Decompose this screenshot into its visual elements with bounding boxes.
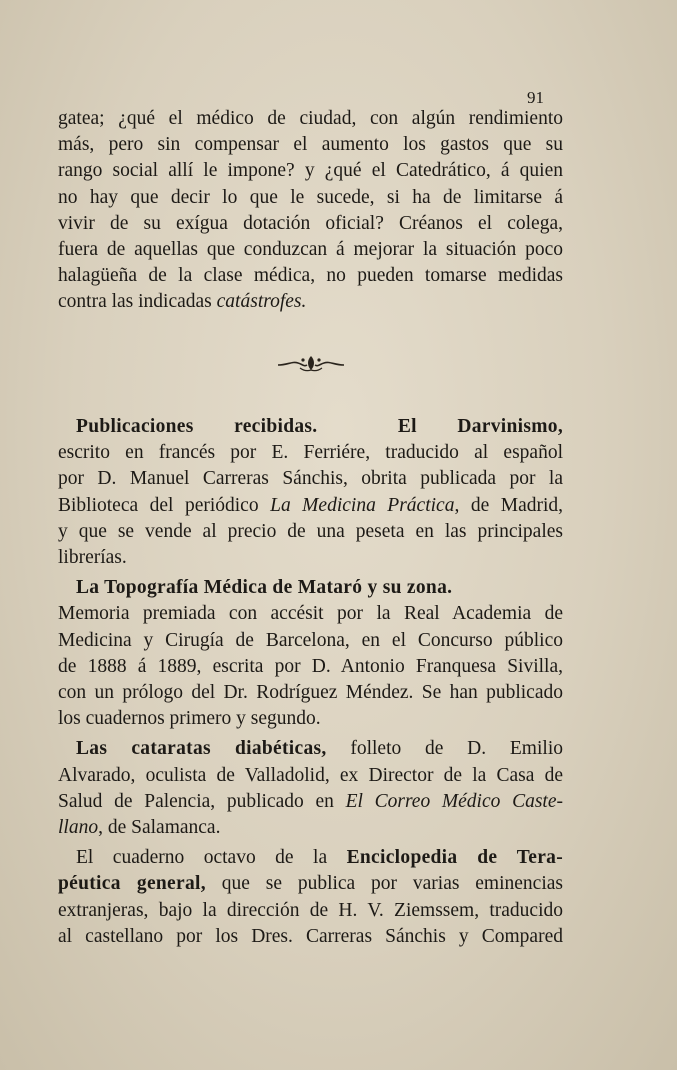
text-fragment: que se publica por varias eminencias xyxy=(205,873,563,895)
text-fragment: folleto de D. Emilio xyxy=(326,738,563,760)
entry-darvinismo xyxy=(58,414,563,571)
text-line: escrito en francés por E. Ferriére, traducido al español xyxy=(58,442,563,464)
text-line: más, pero sin compensar el aumento los gastos que su xyxy=(58,134,563,156)
text-line: al castellano por los Dres. Carreras Sánchis y Compared xyxy=(58,925,563,947)
book-title: Enciclopedia de Tera- xyxy=(346,847,564,869)
text-line xyxy=(58,871,563,897)
text-line xyxy=(58,736,563,762)
text-line xyxy=(58,414,563,440)
text-fragment: contra las indicadas xyxy=(58,291,212,313)
text-line: no hay que decir lo que le sucede, si ha de limitarse á xyxy=(58,186,563,208)
entry-topografia xyxy=(58,575,563,732)
entry-enciclopedia xyxy=(58,845,563,950)
continued-paragraph xyxy=(58,106,563,316)
book-title: péutica general, xyxy=(58,873,206,895)
text-line xyxy=(58,815,563,841)
text-fragment: El cuaderno octavo de la xyxy=(76,847,328,869)
text-line: Alvarado, oculista de Valladolid, ex Director de la Casa de xyxy=(58,764,563,786)
section-ornament-icon xyxy=(276,352,346,374)
text-line xyxy=(58,845,563,871)
text-line xyxy=(58,575,563,601)
periodical-title: El Correo Médico Caste- xyxy=(345,790,563,812)
text-fragment: Biblioteca del periódico xyxy=(58,494,259,516)
text-line: y que se vende al precio de una peseta en las principales xyxy=(58,520,563,542)
text-line: gatea; ¿qué el médico de ciudad, con algún rendimiento xyxy=(58,108,563,129)
text-line: vivir de su exígua dotación oficial? Créanos el colega, xyxy=(58,212,563,234)
text-line xyxy=(58,493,563,519)
text-line: fuera de aquellas que conduzcan á mejorar la situación poco xyxy=(58,239,563,261)
periodical-title: La Medicina Práctica xyxy=(270,494,455,516)
text-line: con un prólogo del Dr. Rodríguez Méndez. Se han publicado xyxy=(58,682,563,704)
text-line: Medicina y Cirugía de Barcelona, en el Concurso público xyxy=(58,629,563,651)
book-title: El Darvinismo, xyxy=(397,416,563,437)
text-line: por D. Manuel Carreras Sánchis, obrita publicada por la xyxy=(58,468,563,490)
text-line: de 1888 á 1889, escrita por D. Antonio Franquesa Sivilla, xyxy=(58,655,563,677)
page-number: 91 xyxy=(527,88,544,107)
entry-cataratas xyxy=(58,736,563,841)
periodical-title: llano xyxy=(58,817,99,839)
text-line: extranjeras, bajo la dirección de H. V. Ziemssem, traducido xyxy=(58,899,563,921)
section-heading: Publicaciones recibidas. xyxy=(76,416,318,437)
text-line: rango social allí le impone? y ¿qué el Catedrático, á quien xyxy=(58,160,563,182)
text-fragment: , de Salamanca. xyxy=(98,817,221,839)
text-line: los cuadernos primero y segundo. xyxy=(58,708,321,730)
text-line xyxy=(58,789,563,815)
text-fragment: Salud de Palencia, publicado en xyxy=(58,790,334,812)
text-line: halagüeña de la clase médica, no pueden tomarse medidas xyxy=(58,265,563,287)
book-title: La Topografía Médica de Mataró y su zona. xyxy=(76,577,453,599)
italic-word: catástrofes. xyxy=(216,291,307,313)
text-line xyxy=(58,289,563,315)
book-title: Las cataratas diabéticas, xyxy=(76,738,327,760)
text-line: librerías. xyxy=(58,547,127,569)
text-line: Memoria premiada con accésit por la Real Academia de xyxy=(58,603,563,625)
publications-section xyxy=(58,414,563,954)
text-fragment: , de Madrid, xyxy=(454,494,564,516)
